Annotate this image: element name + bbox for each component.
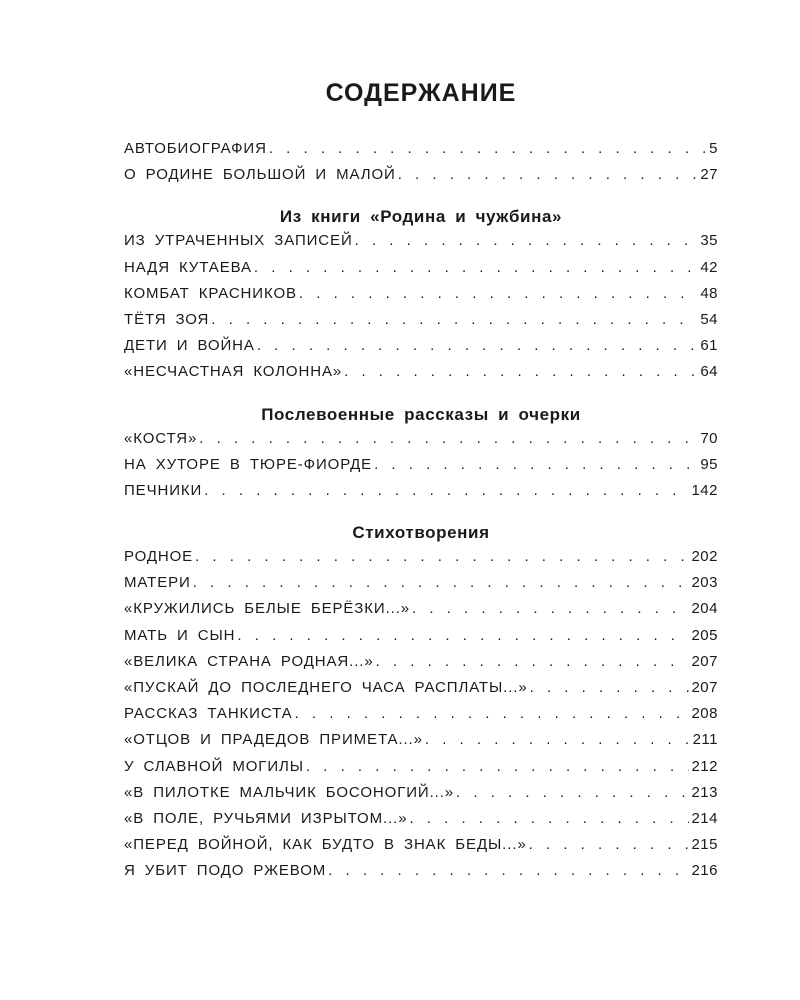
- toc-entry-title: ИЗ УТРАЧЕННЫХ ЗАПИСЕЙ: [124, 232, 353, 250]
- toc-entry-page: 27: [700, 166, 718, 184]
- section-heading: Стихотворения: [352, 523, 490, 543]
- toc-entry: [124, 136, 718, 162]
- dot-leader: [257, 333, 698, 359]
- toc-entry-page: 61: [700, 337, 718, 355]
- toc-entry: [124, 623, 718, 649]
- dot-leader: [456, 780, 689, 806]
- page-title: СОДЕРЖАНИЕ: [325, 79, 517, 107]
- toc-entry: [124, 596, 718, 622]
- spacer: [124, 188, 718, 206]
- toc-entry-title: «ПУСКАЙ ДО ПОСЛЕДНЕГО ЧАСА РАСПЛАТЫ...»: [124, 679, 528, 696]
- toc-entry: [124, 255, 718, 281]
- dot-leader: [269, 136, 707, 162]
- toc-entry-page: 216: [691, 862, 718, 880]
- toc-entry-title: АВТОБИОГРАФИЯ: [124, 140, 267, 157]
- toc-entry: [124, 478, 718, 504]
- toc-entry-title: РОДНОЕ: [124, 548, 194, 566]
- toc-entry-page: 212: [691, 757, 718, 775]
- toc-entry-page: 211: [692, 731, 718, 749]
- section-heading: Послевоенные рассказы и очерки: [261, 404, 581, 424]
- dot-leader: [530, 675, 690, 701]
- toc-entry-page: 207: [691, 652, 718, 670]
- toc-entry-title: Я УБИТ ПОДО РЖЕВОМ: [124, 862, 327, 880]
- toc-entry-page: 213: [691, 783, 718, 801]
- toc-entry-title: ТЁТЯ ЗОЯ: [124, 310, 210, 328]
- dot-leader: [409, 806, 689, 832]
- toc-entry-title: РАССКАЗ ТАНКИСТА: [124, 705, 293, 723]
- toc-entry-page: 95: [700, 455, 718, 473]
- toc-entry-page: 205: [691, 626, 718, 644]
- toc-entry-title: НА ХУТОРЕ В ТЮРЕ-ФИОРДЕ: [124, 455, 373, 473]
- toc-entry-title: МАТЬ И СЫН: [124, 626, 236, 644]
- dot-leader: [398, 162, 699, 188]
- toc-entry: [124, 649, 718, 675]
- toc-entry-title: О РОДИНЕ БОЛЬШОЙ И МАЛОЙ: [124, 166, 396, 184]
- toc-entry-title: «ПЕРЕД ВОЙНОЙ, КАК БУДТО В ЗНАК БЕДЫ...»: [124, 836, 527, 854]
- toc-entry-title: «В ПИЛОТКЕ МАЛЬЧИК БОСОНОГИЙ...»: [124, 783, 455, 801]
- toc-entry: [124, 727, 718, 753]
- toc-entry: [124, 359, 718, 385]
- dot-leader: [529, 832, 690, 858]
- toc-entry: [124, 307, 718, 333]
- toc-entry-page: 35: [700, 232, 718, 250]
- table-of-contents: [124, 78, 718, 885]
- dot-leader: [195, 544, 689, 570]
- toc-entry-page: 214: [691, 809, 718, 827]
- dot-leader: [328, 858, 689, 884]
- toc-entry: [124, 780, 718, 806]
- toc-entry: [124, 544, 718, 570]
- toc-entry: [124, 806, 718, 832]
- spacer: [124, 386, 718, 404]
- dot-leader: [204, 478, 689, 504]
- dot-leader: [355, 228, 699, 254]
- toc-entry-title: ПЕЧНИКИ: [124, 481, 203, 499]
- dot-leader: [425, 727, 691, 753]
- dot-leader: [295, 701, 690, 727]
- dot-leader: [299, 281, 698, 307]
- toc-entry-page: 142: [691, 481, 718, 499]
- toc-entry-title: «В ПОЛЕ, РУЧЬЯМИ ИЗРЫТОМ...»: [124, 809, 408, 827]
- toc-entry: [124, 701, 718, 727]
- toc-entry: [124, 228, 718, 254]
- toc-entry: [124, 281, 718, 307]
- dot-leader: [376, 649, 690, 675]
- toc-entry: [124, 858, 718, 884]
- toc-entry-page: 54: [700, 310, 718, 328]
- toc-entry-title: «ВЕЛИКА СТРАНА РОДНАЯ...»: [124, 652, 374, 670]
- toc-entry-title: «КОСТЯ»: [124, 429, 198, 447]
- dot-leader: [374, 452, 698, 478]
- toc-entry-page: 48: [700, 284, 718, 302]
- toc-entry-page: 70: [700, 429, 718, 447]
- toc-entry: [124, 452, 718, 478]
- toc-entry-title: КОМБАТ КРАСНИКОВ: [124, 284, 297, 302]
- toc-entry: [124, 162, 718, 188]
- section-heading: Из книги «Родина и чужбина»: [279, 207, 563, 227]
- spacer: [124, 504, 718, 522]
- dot-leader: [412, 596, 689, 622]
- toc-entry-title: МАТЕРИ: [124, 574, 191, 592]
- dot-leader: [199, 426, 698, 452]
- toc-entry-page: 64: [700, 363, 718, 381]
- dot-leader: [306, 754, 690, 780]
- toc-entry-page: 42: [700, 258, 718, 276]
- dot-leader: [193, 570, 690, 596]
- toc-entry-page: 208: [691, 705, 718, 723]
- toc-entry: [124, 333, 718, 359]
- dot-leader: [237, 623, 689, 649]
- dot-leader: [254, 255, 698, 281]
- toc-entry: [124, 426, 718, 452]
- toc-entry-title: «НЕСЧАСТНАЯ КОЛОННА»: [124, 363, 343, 381]
- toc-entry-page: 203: [691, 574, 718, 592]
- toc-entry-page: 215: [691, 836, 718, 854]
- toc-entry-page: 202: [691, 548, 718, 566]
- dot-leader: [211, 307, 698, 333]
- toc-entry-title: У СЛАВНОЙ МОГИЛЫ: [124, 757, 304, 775]
- toc-entry-title: «ОТЦОВ И ПРАДЕДОВ ПРИМЕТА...»: [124, 731, 423, 749]
- toc-entry: [124, 570, 718, 596]
- toc-entry: [124, 754, 718, 780]
- toc-entry-page: 204: [691, 600, 718, 618]
- toc-entry: [124, 832, 718, 858]
- toc-entry: [124, 675, 718, 701]
- dot-leader: [344, 359, 698, 385]
- toc-entry-title: НАДЯ КУТАЕВА: [124, 258, 252, 276]
- toc-entry-title: «КРУЖИЛИСЬ БЕЛЫЕ БЕРЁЗКИ...»: [124, 600, 411, 618]
- toc-entry-title: ДЕТИ И ВОЙНА: [124, 337, 255, 355]
- toc-entry-page: 207: [691, 679, 718, 696]
- toc-entry-page: 5: [709, 140, 718, 157]
